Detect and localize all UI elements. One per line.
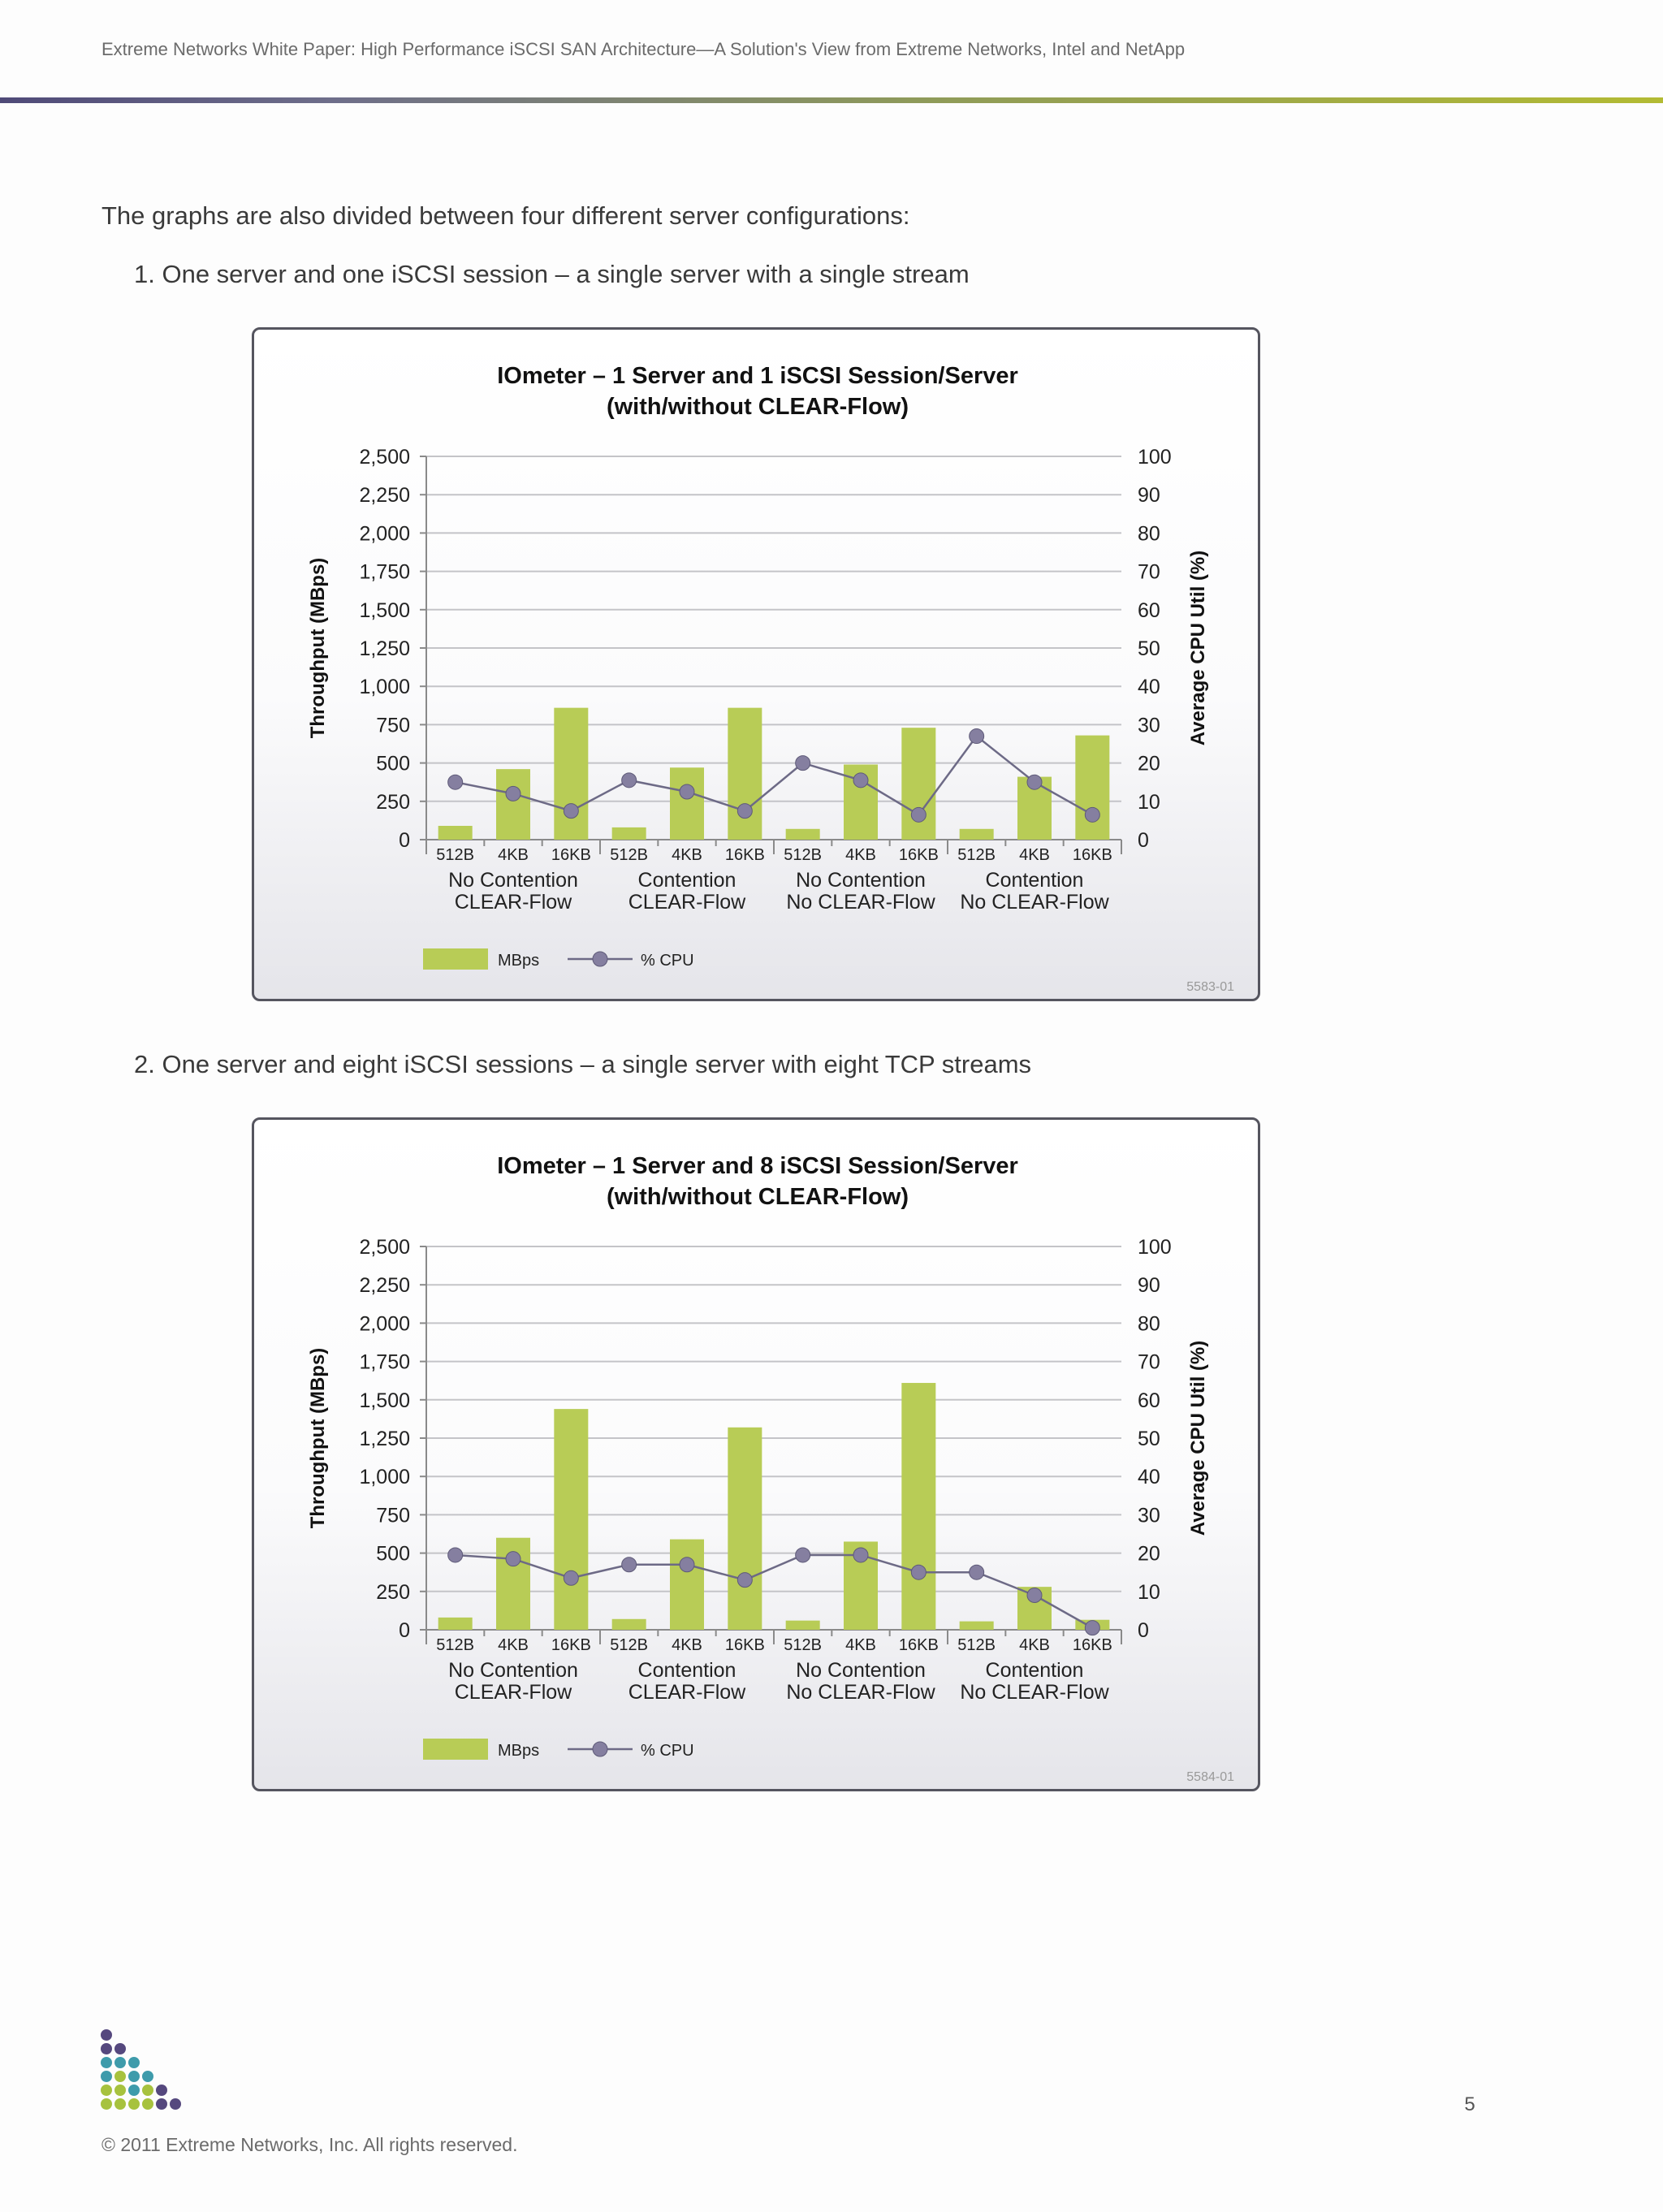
x-tick-label: 16KB — [551, 846, 591, 864]
cpu-point — [564, 804, 578, 819]
cpu-point — [970, 1565, 984, 1579]
logo-dot — [114, 2085, 126, 2096]
chart-subtitle: (with/without CLEAR-Flow) — [606, 1184, 909, 1210]
bar-mbps — [612, 827, 646, 840]
group-label-line1: No Contention — [796, 1659, 926, 1682]
cpu-point — [737, 804, 752, 819]
x-tick-label: 4KB — [1019, 846, 1050, 864]
logo-dot — [128, 2057, 140, 2068]
legend-line-label: % CPU — [641, 952, 694, 970]
bar-mbps — [960, 829, 994, 840]
logo-dot — [170, 2098, 181, 2110]
y-tick-label: 2,250 — [359, 484, 410, 508]
x-tick-label: 4KB — [1019, 1636, 1050, 1654]
cpu-point — [448, 775, 463, 789]
y-axis-title: Throughput (MBps) — [307, 557, 329, 739]
x-tick-label: 512B — [957, 1636, 996, 1654]
y-tick-label: 0 — [399, 829, 410, 852]
legend-bar-swatch — [423, 948, 488, 970]
y-tick-label: 1,750 — [359, 1350, 410, 1374]
x-tick-label: 16KB — [1072, 1636, 1112, 1654]
logo-dot — [114, 2043, 126, 2054]
legend-bar-label: MBps — [498, 952, 540, 970]
x-tick-label: 16KB — [898, 846, 939, 864]
y2-tick-label: 10 — [1138, 790, 1160, 814]
y-axis-title: Throughput (MBps) — [307, 1347, 329, 1529]
y-tick-label: 750 — [376, 1504, 410, 1527]
y2-tick-label: 100 — [1138, 446, 1172, 469]
copyright-text: © 2011 Extreme Networks, Inc. All rights reserved. — [102, 2134, 518, 2155]
cpu-point — [680, 784, 694, 799]
y2-tick-label: 30 — [1138, 714, 1160, 737]
y2-tick-label: 40 — [1138, 676, 1160, 699]
cpu-point — [970, 729, 984, 744]
bar-mbps — [438, 826, 473, 840]
y2-tick-label: 30 — [1138, 1504, 1160, 1527]
logo-dot — [142, 2098, 153, 2110]
logo-dot — [156, 2085, 167, 2096]
y2-tick-label: 20 — [1138, 1542, 1160, 1566]
logo-dot — [156, 2098, 167, 2110]
y-tick-label: 1,250 — [359, 1428, 410, 1450]
y-tick-label: 2,000 — [359, 1312, 410, 1336]
y2-axis-title: Average CPU Util (%) — [1187, 1340, 1209, 1536]
figure-code: 5583-01 — [1186, 980, 1234, 994]
y2-tick-label: 70 — [1138, 560, 1160, 584]
legend-bar-swatch — [423, 1739, 488, 1760]
y-tick-label: 750 — [376, 714, 410, 737]
y2-tick-label: 60 — [1138, 598, 1160, 622]
x-tick-label: 4KB — [845, 1636, 876, 1654]
x-tick-label: 4KB — [498, 846, 529, 864]
group-label-line2: No CLEAR-Flow — [786, 1681, 935, 1704]
group-label-line1: Contention — [985, 1659, 1084, 1682]
cpu-point — [448, 1548, 463, 1562]
y2-tick-label: 50 — [1138, 637, 1160, 660]
y-tick-label: 0 — [399, 1619, 410, 1642]
logo-dot — [101, 2029, 112, 2041]
cpu-point — [911, 1565, 926, 1579]
legend-bar-label: MBps — [498, 1742, 540, 1760]
group-label-line2: No CLEAR-Flow — [960, 1681, 1109, 1704]
y-tick-label: 1,500 — [359, 1389, 410, 1412]
bar-mbps — [670, 1540, 704, 1630]
cpu-point — [622, 773, 637, 788]
y2-tick-label: 0 — [1138, 1619, 1149, 1642]
bar-mbps — [960, 1622, 994, 1630]
x-tick-label: 512B — [784, 846, 823, 864]
chart-2-container — [252, 1117, 1260, 1791]
x-tick-label: 16KB — [551, 1636, 591, 1654]
x-tick-label: 4KB — [845, 846, 876, 864]
cpu-point — [737, 1573, 752, 1588]
logo-dot — [114, 2057, 126, 2068]
group-label-line2: No CLEAR-Flow — [960, 891, 1109, 914]
chart-title: IOmeter – 1 Server and 1 iSCSI Session/Server — [497, 363, 1018, 389]
group-label-line1: Contention — [637, 1659, 736, 1682]
cpu-point — [853, 1548, 868, 1562]
bar-mbps — [786, 1621, 820, 1630]
x-tick-label: 512B — [610, 846, 649, 864]
x-tick-label: 512B — [436, 1636, 475, 1654]
cpu-line — [456, 737, 1093, 815]
page-number: 5 — [1464, 2093, 1475, 2115]
cpu-point — [796, 1548, 810, 1562]
x-tick-label: 4KB — [672, 846, 702, 864]
logo-dot — [128, 2085, 140, 2096]
logo-dot — [101, 2071, 112, 2082]
chart-1-svg — [254, 330, 1258, 999]
chart-title: IOmeter – 1 Server and 8 iSCSI Session/Server — [497, 1153, 1018, 1179]
x-tick-label: 512B — [784, 1636, 823, 1654]
group-label-line2: CLEAR-Flow — [628, 1681, 746, 1704]
y2-tick-label: 80 — [1138, 522, 1160, 546]
legend-line-label: % CPU — [641, 1742, 694, 1760]
y-tick-label: 1,000 — [359, 1466, 410, 1489]
y-tick-label: 1,000 — [359, 676, 410, 699]
y-tick-label: 500 — [376, 752, 410, 775]
x-tick-label: 4KB — [672, 1636, 702, 1654]
x-tick-label: 16KB — [724, 1636, 765, 1654]
logo-dot — [101, 2085, 112, 2096]
logo-dot — [142, 2071, 153, 2082]
bar-mbps — [728, 708, 762, 840]
bar-mbps — [554, 1409, 588, 1630]
group-label-line2: No CLEAR-Flow — [786, 891, 935, 914]
bar-mbps — [612, 1619, 646, 1630]
cpu-point — [1085, 1621, 1099, 1635]
logo-dot — [101, 2043, 112, 2054]
chart-1-container — [252, 327, 1260, 1001]
logo-dot — [114, 2098, 126, 2110]
y2-tick-label: 70 — [1138, 1350, 1160, 1374]
y-tick-label: 1,750 — [359, 560, 410, 584]
cpu-point — [564, 1570, 578, 1585]
logo-dot — [142, 2085, 153, 2096]
chart-2-svg — [254, 1120, 1258, 1789]
y-tick-label: 2,500 — [359, 446, 410, 469]
logo-dot — [101, 2098, 112, 2110]
y-tick-label: 500 — [376, 1542, 410, 1566]
x-tick-label: 512B — [436, 846, 475, 864]
cpu-point — [911, 807, 926, 822]
figure-code: 5584-01 — [1186, 1770, 1234, 1784]
x-tick-label: 16KB — [898, 1636, 939, 1654]
y2-tick-label: 80 — [1138, 1312, 1160, 1336]
y2-tick-label: 40 — [1138, 1466, 1160, 1489]
x-tick-label: 16KB — [1072, 846, 1112, 864]
cpu-point — [680, 1557, 694, 1572]
bar-mbps — [554, 708, 588, 840]
logo-dot — [128, 2071, 140, 2082]
header-text: Extreme Networks White Paper: High Performance iSCSI SAN Architecture—A Solution's View from Extreme Networks, Intel and NetApp — [102, 39, 1186, 59]
x-tick-label: 512B — [957, 846, 996, 864]
logo-dot — [101, 2057, 112, 2068]
y-tick-label: 250 — [376, 790, 410, 814]
logo-dot — [114, 2071, 126, 2082]
y2-tick-label: 0 — [1138, 829, 1149, 852]
x-tick-label: 4KB — [498, 1636, 529, 1654]
legend-line-marker — [593, 1742, 607, 1756]
intro-paragraph: The graphs are also divided between four different server configurations: — [102, 201, 910, 230]
cpu-point — [853, 773, 868, 788]
cpu-point — [796, 756, 810, 771]
y2-tick-label: 20 — [1138, 752, 1160, 775]
company-logo-dots — [96, 2024, 193, 2114]
x-tick-label: 512B — [610, 1636, 649, 1654]
group-label-line1: No Contention — [448, 1659, 578, 1682]
bar-mbps — [1075, 736, 1109, 840]
logo-dot — [128, 2098, 140, 2110]
group-label-line1: No Contention — [796, 869, 926, 892]
cpu-point — [1027, 1588, 1042, 1603]
legend-line-marker — [593, 952, 607, 966]
cpu-point — [506, 1552, 520, 1566]
list-item-2: 2. One server and eight iSCSI sessions – a single server with eight TCP streams — [134, 1050, 1032, 1078]
y-tick-label: 1,250 — [359, 637, 410, 660]
chart-subtitle: (with/without CLEAR-Flow) — [606, 394, 909, 420]
y-tick-label: 2,500 — [359, 1236, 410, 1259]
header-rule — [0, 97, 1663, 103]
y2-tick-label: 100 — [1138, 1236, 1172, 1259]
x-tick-label: 16KB — [724, 846, 765, 864]
list-item-1: 1. One server and one iSCSI session – a single server with a single stream — [134, 260, 970, 288]
y2-tick-label: 90 — [1138, 484, 1160, 508]
bar-mbps — [496, 769, 530, 840]
group-label-line1: No Contention — [448, 869, 578, 892]
y2-axis-title: Average CPU Util (%) — [1187, 550, 1209, 746]
y-tick-label: 2,250 — [359, 1274, 410, 1298]
y2-tick-label: 60 — [1138, 1389, 1160, 1412]
y-tick-label: 2,000 — [359, 522, 410, 546]
group-label-line2: CLEAR-Flow — [628, 891, 746, 914]
group-label-line1: Contention — [637, 869, 736, 892]
group-label-line2: CLEAR-Flow — [454, 1681, 572, 1704]
bar-mbps — [670, 767, 704, 840]
bar-mbps — [438, 1618, 473, 1630]
bar-mbps — [728, 1428, 762, 1630]
cpu-point — [1085, 807, 1099, 822]
bar-mbps — [901, 728, 935, 840]
cpu-point — [622, 1557, 637, 1572]
y2-tick-label: 10 — [1138, 1580, 1160, 1604]
cpu-point — [506, 786, 520, 801]
y2-tick-label: 50 — [1138, 1428, 1160, 1450]
group-label-line1: Contention — [985, 869, 1084, 892]
group-label-line2: CLEAR-Flow — [454, 891, 572, 914]
y2-tick-label: 90 — [1138, 1274, 1160, 1298]
y-tick-label: 250 — [376, 1580, 410, 1604]
bar-mbps — [901, 1383, 935, 1630]
y-tick-label: 1,500 — [359, 598, 410, 622]
bar-mbps — [786, 829, 820, 840]
cpu-point — [1027, 775, 1042, 789]
